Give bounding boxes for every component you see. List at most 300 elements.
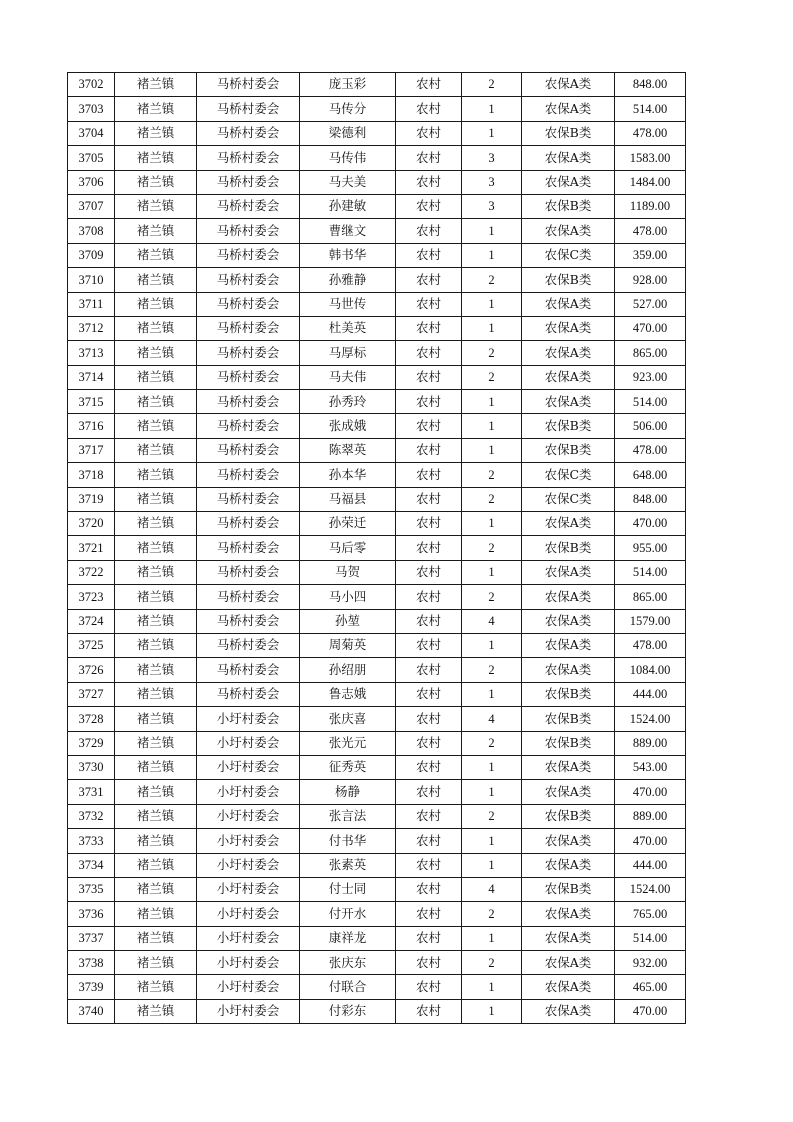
cell-village-committee: 马桥村委会 [197,536,300,560]
cell-amount: 478.00 [615,121,686,145]
cell-serial-number: 3727 [68,682,115,706]
cell-insurance-class: 农保B类 [522,438,615,462]
cell-name: 马夫美 [300,170,396,194]
cell-serial-number: 3733 [68,829,115,853]
cell-amount: 543.00 [615,755,686,779]
cell-household-type: 农村 [396,170,462,194]
cell-serial-number: 3720 [68,512,115,536]
cell-insurance-class: 农保C类 [522,243,615,267]
cell-town: 褚兰镇 [115,487,197,511]
cell-name: 马厚标 [300,341,396,365]
cell-insurance-class: 农保B类 [522,877,615,901]
cell-insurance-class: 农保C类 [522,463,615,487]
cell-town: 褚兰镇 [115,146,197,170]
table-row [68,780,686,804]
cell-amount: 955.00 [615,536,686,560]
cell-member-count: 1 [462,926,522,950]
cell-village-committee: 马桥村委会 [197,585,300,609]
cell-village-committee: 马桥村委会 [197,390,300,414]
cell-amount: 478.00 [615,438,686,462]
cell-insurance-class: 农保B类 [522,536,615,560]
cell-serial-number: 3734 [68,853,115,877]
cell-serial-number: 3719 [68,487,115,511]
cell-member-count: 1 [462,512,522,536]
cell-household-type: 农村 [396,341,462,365]
table-row [68,341,686,365]
table-row [68,243,686,267]
table-row [68,512,686,536]
cell-village-committee: 马桥村委会 [197,512,300,536]
cell-member-count: 1 [462,853,522,877]
table-row [68,390,686,414]
cell-amount: 478.00 [615,219,686,243]
cell-serial-number: 3725 [68,633,115,657]
cell-member-count: 1 [462,755,522,779]
cell-village-committee: 马桥村委会 [197,633,300,657]
cell-member-count: 2 [462,804,522,828]
cell-household-type: 农村 [396,268,462,292]
cell-village-committee: 马桥村委会 [197,365,300,389]
table-row [68,804,686,828]
cell-town: 褚兰镇 [115,877,197,901]
cell-village-committee: 马桥村委会 [197,292,300,316]
cell-town: 褚兰镇 [115,804,197,828]
cell-household-type: 农村 [396,707,462,731]
cell-town: 褚兰镇 [115,121,197,145]
cell-serial-number: 3739 [68,975,115,999]
cell-amount: 1583.00 [615,146,686,170]
cell-serial-number: 3723 [68,585,115,609]
table-row [68,194,686,218]
cell-member-count: 2 [462,902,522,926]
cell-serial-number: 3713 [68,341,115,365]
cell-member-count: 4 [462,877,522,901]
cell-serial-number: 3703 [68,97,115,121]
cell-household-type: 农村 [396,926,462,950]
cell-serial-number: 3740 [68,999,115,1023]
cell-name: 曹继文 [300,219,396,243]
cell-household-type: 农村 [396,194,462,218]
cell-name: 张光元 [300,731,396,755]
cell-town: 褚兰镇 [115,585,197,609]
cell-insurance-class: 农保A类 [522,902,615,926]
table-row [68,73,686,97]
cell-amount: 514.00 [615,560,686,584]
cell-household-type: 农村 [396,243,462,267]
cell-town: 褚兰镇 [115,292,197,316]
cell-village-committee: 马桥村委会 [197,243,300,267]
cell-household-type: 农村 [396,731,462,755]
cell-amount: 514.00 [615,926,686,950]
cell-town: 褚兰镇 [115,341,197,365]
cell-name: 张庆喜 [300,707,396,731]
table-row [68,219,686,243]
cell-amount: 865.00 [615,585,686,609]
cell-insurance-class: 农保A类 [522,341,615,365]
cell-name: 马小四 [300,585,396,609]
cell-name: 陈翠英 [300,438,396,462]
cell-serial-number: 3714 [68,365,115,389]
cell-village-committee: 马桥村委会 [197,487,300,511]
cell-name: 周菊英 [300,633,396,657]
cell-amount: 470.00 [615,316,686,340]
cell-serial-number: 3704 [68,121,115,145]
cell-household-type: 农村 [396,219,462,243]
cell-town: 褚兰镇 [115,926,197,950]
cell-town: 褚兰镇 [115,780,197,804]
cell-village-committee: 马桥村委会 [197,341,300,365]
cell-name: 付彩东 [300,999,396,1023]
cell-town: 褚兰镇 [115,316,197,340]
table-row [68,682,686,706]
cell-insurance-class: 农保A类 [522,853,615,877]
cell-name: 孙秀玲 [300,390,396,414]
cell-name: 孙荣迁 [300,512,396,536]
cell-town: 褚兰镇 [115,97,197,121]
cell-name: 征秀英 [300,755,396,779]
cell-village-committee: 小圩村委会 [197,804,300,828]
cell-household-type: 农村 [396,487,462,511]
cell-village-committee: 小圩村委会 [197,926,300,950]
cell-insurance-class: 农保B类 [522,414,615,438]
cell-town: 褚兰镇 [115,682,197,706]
cell-amount: 465.00 [615,975,686,999]
cell-household-type: 农村 [396,463,462,487]
cell-member-count: 1 [462,390,522,414]
cell-serial-number: 3706 [68,170,115,194]
cell-household-type: 农村 [396,902,462,926]
table-row [68,414,686,438]
cell-member-count: 2 [462,585,522,609]
cell-member-count: 4 [462,707,522,731]
cell-serial-number: 3729 [68,731,115,755]
cell-household-type: 农村 [396,390,462,414]
cell-household-type: 农村 [396,999,462,1023]
cell-name: 马夫伟 [300,365,396,389]
table-row [68,585,686,609]
cell-town: 褚兰镇 [115,853,197,877]
cell-village-committee: 马桥村委会 [197,414,300,438]
table-row [68,609,686,633]
cell-town: 褚兰镇 [115,463,197,487]
cell-name: 孙雅静 [300,268,396,292]
cell-household-type: 农村 [396,951,462,975]
table-row [68,438,686,462]
cell-name: 马贺 [300,560,396,584]
cell-town: 褚兰镇 [115,170,197,194]
cell-name: 杜美英 [300,316,396,340]
cell-amount: 478.00 [615,633,686,657]
cell-town: 褚兰镇 [115,633,197,657]
cell-insurance-class: 农保B类 [522,268,615,292]
cell-serial-number: 3721 [68,536,115,560]
cell-household-type: 农村 [396,658,462,682]
table-row [68,487,686,511]
cell-insurance-class: 农保A类 [522,146,615,170]
cell-member-count: 3 [462,194,522,218]
cell-amount: 1579.00 [615,609,686,633]
cell-amount: 470.00 [615,780,686,804]
cell-village-committee: 马桥村委会 [197,438,300,462]
cell-insurance-class: 农保A类 [522,316,615,340]
cell-serial-number: 3710 [68,268,115,292]
cell-village-committee: 马桥村委会 [197,609,300,633]
cell-village-committee: 马桥村委会 [197,463,300,487]
table-row [68,707,686,731]
cell-amount: 928.00 [615,268,686,292]
cell-village-committee: 马桥村委会 [197,97,300,121]
table-row [68,902,686,926]
cell-amount: 514.00 [615,390,686,414]
cell-name: 鲁志娥 [300,682,396,706]
cell-name: 张庆东 [300,951,396,975]
cell-name: 付联合 [300,975,396,999]
cell-member-count: 2 [462,365,522,389]
cell-town: 褚兰镇 [115,219,197,243]
cell-member-count: 2 [462,536,522,560]
table-row [68,755,686,779]
cell-name: 张成娥 [300,414,396,438]
cell-town: 褚兰镇 [115,609,197,633]
cell-insurance-class: 农保B类 [522,707,615,731]
cell-town: 褚兰镇 [115,707,197,731]
cell-town: 褚兰镇 [115,975,197,999]
cell-member-count: 1 [462,999,522,1023]
cell-town: 褚兰镇 [115,243,197,267]
cell-village-committee: 马桥村委会 [197,194,300,218]
cell-member-count: 1 [462,243,522,267]
cell-town: 褚兰镇 [115,73,197,97]
cell-insurance-class: 农保A类 [522,975,615,999]
cell-amount: 1524.00 [615,707,686,731]
cell-name: 付开水 [300,902,396,926]
cell-town: 褚兰镇 [115,902,197,926]
table-row [68,975,686,999]
cell-amount: 359.00 [615,243,686,267]
table-row [68,170,686,194]
cell-town: 褚兰镇 [115,829,197,853]
cell-village-committee: 马桥村委会 [197,268,300,292]
cell-village-committee: 马桥村委会 [197,316,300,340]
cell-household-type: 农村 [396,146,462,170]
cell-household-type: 农村 [396,414,462,438]
cell-insurance-class: 农保A类 [522,512,615,536]
cell-member-count: 3 [462,146,522,170]
table-row [68,877,686,901]
cell-village-committee: 小圩村委会 [197,951,300,975]
cell-insurance-class: 农保A类 [522,292,615,316]
cell-serial-number: 3702 [68,73,115,97]
cell-name: 康祥龙 [300,926,396,950]
cell-name: 孙建敏 [300,194,396,218]
cell-household-type: 农村 [396,975,462,999]
cell-amount: 506.00 [615,414,686,438]
table-row [68,951,686,975]
cell-serial-number: 3711 [68,292,115,316]
cell-member-count: 2 [462,731,522,755]
cell-serial-number: 3731 [68,780,115,804]
cell-insurance-class: 农保A类 [522,560,615,584]
cell-name: 孙绍朋 [300,658,396,682]
cell-member-count: 2 [462,463,522,487]
cell-village-committee: 小圩村委会 [197,853,300,877]
table-row [68,97,686,121]
cell-town: 褚兰镇 [115,365,197,389]
cell-amount: 514.00 [615,97,686,121]
cell-serial-number: 3717 [68,438,115,462]
cell-household-type: 农村 [396,316,462,340]
cell-amount: 527.00 [615,292,686,316]
cell-insurance-class: 农保B类 [522,121,615,145]
cell-name: 孙本华 [300,463,396,487]
cell-name: 庞玉彩 [300,73,396,97]
cell-serial-number: 3730 [68,755,115,779]
cell-village-committee: 小圩村委会 [197,780,300,804]
cell-name: 马传伟 [300,146,396,170]
cell-village-committee: 马桥村委会 [197,121,300,145]
cell-household-type: 农村 [396,365,462,389]
cell-insurance-class: 农保A类 [522,97,615,121]
cell-member-count: 2 [462,487,522,511]
cell-amount: 848.00 [615,73,686,97]
roster-table-body [68,73,686,1024]
cell-household-type: 农村 [396,121,462,145]
cell-amount: 889.00 [615,804,686,828]
cell-member-count: 1 [462,438,522,462]
cell-household-type: 农村 [396,780,462,804]
table-row [68,121,686,145]
cell-town: 褚兰镇 [115,951,197,975]
cell-insurance-class: 农保A类 [522,658,615,682]
cell-amount: 470.00 [615,999,686,1023]
cell-name: 马后零 [300,536,396,560]
cell-member-count: 2 [462,268,522,292]
table-row [68,633,686,657]
cell-serial-number: 3712 [68,316,115,340]
cell-name: 马福县 [300,487,396,511]
cell-household-type: 农村 [396,755,462,779]
cell-household-type: 农村 [396,73,462,97]
cell-amount: 1189.00 [615,194,686,218]
cell-insurance-class: 农保A类 [522,829,615,853]
cell-insurance-class: 农保C类 [522,487,615,511]
cell-name: 杨静 [300,780,396,804]
cell-village-committee: 小圩村委会 [197,755,300,779]
table-row [68,731,686,755]
cell-town: 褚兰镇 [115,438,197,462]
table-row [68,829,686,853]
cell-member-count: 1 [462,633,522,657]
cell-insurance-class: 农保A类 [522,390,615,414]
table-row [68,268,686,292]
cell-amount: 470.00 [615,512,686,536]
cell-serial-number: 3722 [68,560,115,584]
cell-member-count: 1 [462,560,522,584]
cell-serial-number: 3726 [68,658,115,682]
cell-insurance-class: 农保A类 [522,951,615,975]
cell-household-type: 农村 [396,512,462,536]
cell-serial-number: 3705 [68,146,115,170]
cell-serial-number: 3715 [68,390,115,414]
cell-amount: 1084.00 [615,658,686,682]
cell-member-count: 1 [462,829,522,853]
cell-member-count: 3 [462,170,522,194]
table-row [68,365,686,389]
table-row [68,292,686,316]
cell-village-committee: 小圩村委会 [197,999,300,1023]
cell-amount: 1524.00 [615,877,686,901]
cell-amount: 648.00 [615,463,686,487]
cell-village-committee: 小圩村委会 [197,902,300,926]
table-row [68,853,686,877]
cell-name: 韩书华 [300,243,396,267]
cell-household-type: 农村 [396,609,462,633]
cell-name: 马传分 [300,97,396,121]
cell-household-type: 农村 [396,682,462,706]
cell-town: 褚兰镇 [115,414,197,438]
cell-name: 付书华 [300,829,396,853]
cell-town: 褚兰镇 [115,999,197,1023]
cell-member-count: 1 [462,292,522,316]
cell-town: 褚兰镇 [115,268,197,292]
cell-member-count: 1 [462,316,522,340]
cell-member-count: 1 [462,780,522,804]
cell-member-count: 2 [462,73,522,97]
cell-insurance-class: 农保A类 [522,73,615,97]
cell-serial-number: 3737 [68,926,115,950]
cell-insurance-class: 农保A类 [522,365,615,389]
cell-household-type: 农村 [396,585,462,609]
cell-household-type: 农村 [396,560,462,584]
cell-town: 褚兰镇 [115,194,197,218]
cell-village-committee: 马桥村委会 [197,73,300,97]
cell-insurance-class: 农保A类 [522,755,615,779]
cell-village-committee: 小圩村委会 [197,975,300,999]
cell-village-committee: 马桥村委会 [197,170,300,194]
cell-serial-number: 3738 [68,951,115,975]
cell-amount: 470.00 [615,829,686,853]
cell-name: 张素英 [300,853,396,877]
cell-town: 褚兰镇 [115,536,197,560]
cell-amount: 765.00 [615,902,686,926]
cell-amount: 1484.00 [615,170,686,194]
cell-town: 褚兰镇 [115,390,197,414]
cell-insurance-class: 农保A类 [522,780,615,804]
cell-name: 张言法 [300,804,396,828]
cell-household-type: 农村 [396,804,462,828]
cell-serial-number: 3718 [68,463,115,487]
cell-village-committee: 小圩村委会 [197,731,300,755]
cell-serial-number: 3728 [68,707,115,731]
table-row [68,536,686,560]
cell-name: 孙堃 [300,609,396,633]
cell-insurance-class: 农保B类 [522,194,615,218]
cell-insurance-class: 农保A类 [522,926,615,950]
cell-town: 褚兰镇 [115,658,197,682]
cell-town: 褚兰镇 [115,560,197,584]
cell-insurance-class: 农保B类 [522,682,615,706]
cell-town: 褚兰镇 [115,755,197,779]
table-row [68,999,686,1023]
cell-household-type: 农村 [396,829,462,853]
roster-table [67,72,686,1024]
cell-amount: 865.00 [615,341,686,365]
cell-household-type: 农村 [396,536,462,560]
cell-amount: 932.00 [615,951,686,975]
cell-name: 付士同 [300,877,396,901]
cell-member-count: 1 [462,97,522,121]
cell-member-count: 1 [462,121,522,145]
